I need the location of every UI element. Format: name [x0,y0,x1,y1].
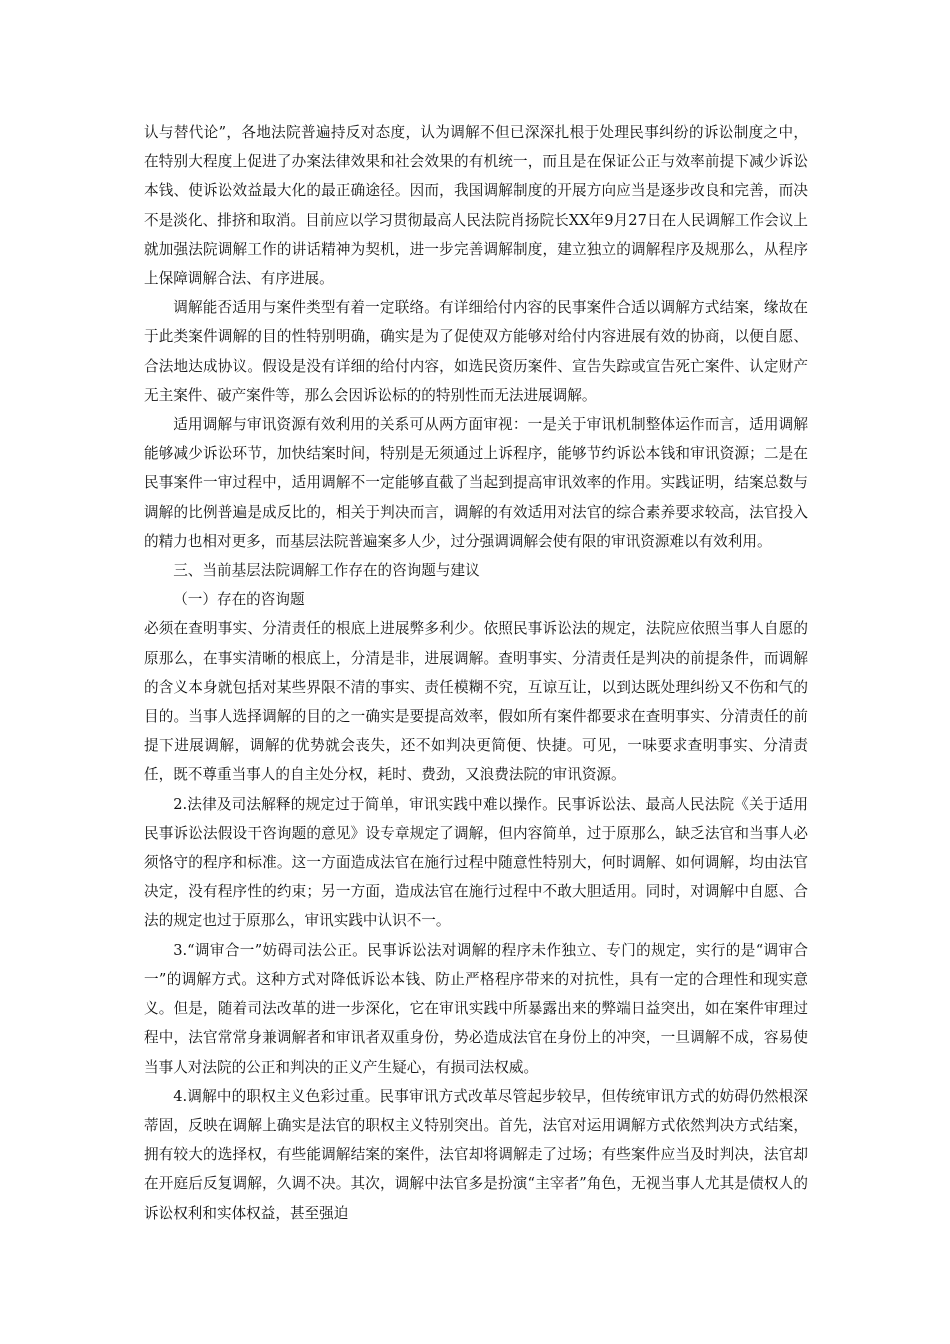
numbered-paragraph: 4.调解中的职权主义色彩过重。民事审讯方式改革尽管起步较早，但传统审讯方式的妨碍仍然根深蒂固，反映在调解上确实是法官的职权主义特别突出。首先，法官对运用调解方式依然判决方式结案，拥有较大的选择权，有些能调解结案的案件，法官却将调解走了过场；有些案件应当及时判决，法官却在开庭后反复调解，久调不决。其次，调解中法官多是扮演“主宰者”角色，无视当事人尤其是债权人的诉讼权利和实体权益，甚至强迫 [144,1087,808,1222]
body-paragraph: 认与替代论”，各地法院普遍持反对态度，认为调解不但已深深扎根于处理民事纠纷的诉讼制度之中，在特别大程度上促进了办案法律效果和社会效果的有机统一，而且是在保证公正与效率前提下减少诉讼本钱、使诉讼效益最大化的最正确途径。因而，我国调解制度的开展方向应当是逐步改良和完善，而决不是淡化、排挤和取消。目前应以学习贯彻最高人民法院肖扬院长XX年9月27日在人民调解工作会议上就加强法院调解工作的讲话精神为契机，进一步完善调解制度，建立独立的调解程序及规那么，从程序上保障调解合法、有序进展。 [144,124,808,288]
body-paragraph: 必须在查明事实、分清责任的根底上进展弊多利少。依照民事诉讼法的规定，法院应依照当事人自愿的原那么，在事实清晰的根底上，分清是非，进展调解。查明事实、分清责任是判决的前提条件，而调解的含义本身就包括对某些界限不清的事实、责任模糊不究，互谅互让，以到达既处理纠纷又不伤和气的目的。当事人选择调解的目的之一确实是要提高效率，假如所有案件都要求在查明事实、分清责任的前提下进展调解，调解的优势就会丧失，还不如判决更简便、快捷。可见，一味要求查明事实、分清责任，既不尊重当事人的自主处分权，耗时、费劲，又浪费法院的审讯资源。 [144,620,808,784]
section-heading: 三、当前基层法院调解工作存在的咨询题与建议 [173,562,480,580]
body-paragraph: 调解能否适用与案件类型有着一定联络。有详细给付内容的民事案件合适以调解方式结案，缘故在于此类案件调解的目的性特别明确，确实是为了促使双方能够对给付内容进展有效的协商，以便自愿、合法地达成协议。假设是没有详细的给付内容，如选民资历案件、宣告失踪或宣告死亡案件、认定财产无主案件、破产案件等，那么会因诉讼标的的特别性而无法进展调解。 [144,299,808,404]
numbered-paragraph: 2.法律及司法解释的规定过于简单，审讯实践中难以操作。民事诉讼法、最高人民法院《关于适用民事诉讼法假设干咨询题的意见》设专章规定了调解，但内容简单，过于原那么，缺乏法官和当事人必须恪守的程序和标准。这一方面造成法官在施行过程中随意性特别大，何时调解、如何调解，均由法官决定，没有程序性的约束；另一方面，造成法官在施行过程中不敢大胆适用。同时，对调解中自愿、合法的规定也过于原那么，审讯实践中认识不一。 [144,795,808,930]
numbered-paragraph: 3.“调审合一”妨碍司法公正。民事诉讼法对调解的程序未作独立、专门的规定，实行的是“调审合一”的调解方式。这种方式对降低诉讼本钱、防止严格程序带来的对抗性，具有一定的合理性和现实意义。但是，随着司法改革的进一步深化，它在审讯实践中所暴露出来的弊端日益突出，如在案件审理过程中，法官常常身兼调解者和审讯者双重身份，势必造成法官在身份上的冲突，一旦调解不成，容易使当事人对法院的公正和判决的正义产生疑心，有损司法权威。 [144,941,808,1076]
subsection-heading: （一）存在的咨询题 [173,591,305,609]
body-paragraph: 适用调解与审讯资源有效利用的关系可从两方面审视：一是关于审讯机制整体运作而言，适用调解能够减少诉讼环节，加快结案时间，特别是无须通过上诉程序，能够节约诉讼本钱和审讯资源；二是在民事案件一审过程中，适用调解不一定能够直截了当起到提高审讯效率的作用。实践证明，结案总数与调解的比例普遍是成反比的，相关于判决而言，调解的有效适用对法官的综合素养要求较高，法官投入的精力也相对更多，而基层法院普遍案多人少，过分强调调解会使有限的审讯资源难以有效利用。 [144,416,808,550]
document-page [144,118,808,1228]
